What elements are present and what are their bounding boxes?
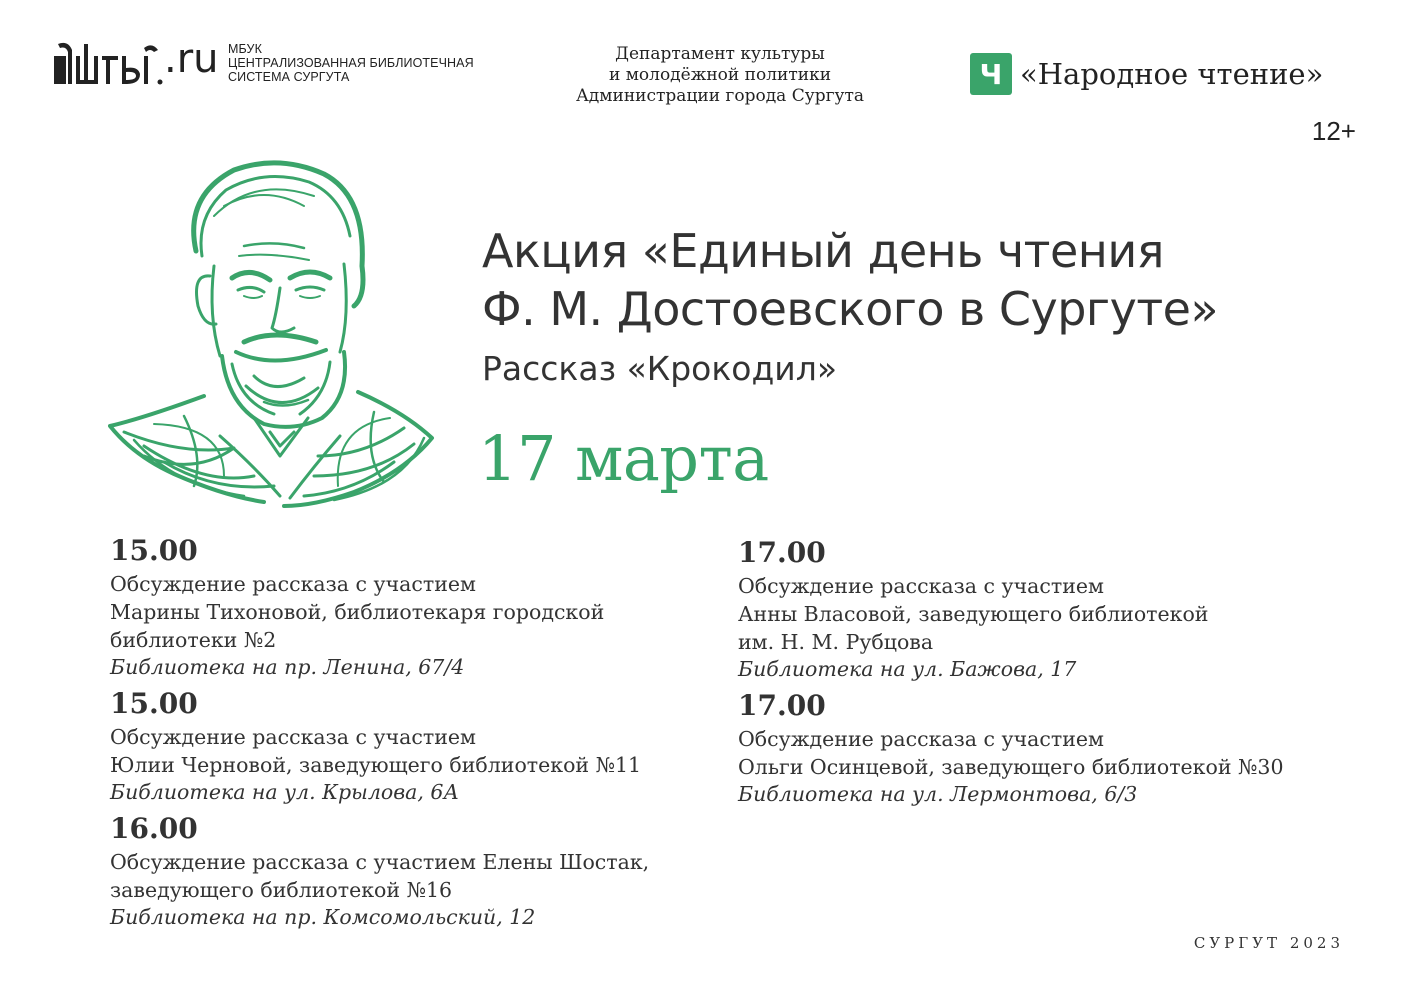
dostoevsky-portrait [104,156,436,516]
schedule-description: Обсуждение рассказа с участием Елены Шостак, [110,850,650,874]
reading-project-name: «Народное чтение» [1020,57,1324,91]
schedule-time: 15.00 [110,687,198,720]
event-title-line: Акция «Единый день чтения [482,224,1164,278]
schedule-description: Обсуждение рассказа с участием [738,727,1104,751]
schedule-item [738,534,1338,683]
people-reading-logo [970,52,1323,96]
schedule-item [738,687,1338,808]
event-date: 17 марта [478,422,769,495]
schedule-description: Обсуждение рассказа с участием [738,574,1104,598]
schedule-location: Библиотека на ул. Бажова, 17 [738,657,1077,681]
cbs-logo-mark [54,36,219,86]
cbs-logo-line: ЦЕНТРАЛИЗОВАННАЯ БИБЛИОТЕЧНАЯ [228,56,474,70]
schedule-time: 15.00 [110,534,198,567]
schedule-item [110,810,710,931]
schedule-right [738,534,1338,812]
schedule-description: Марины Тихоновой, библиотекаря городской [110,600,605,624]
schedule-time: 17.00 [738,689,826,722]
schedule-location: Библиотека на пр. Комсомольский, 12 [110,905,536,929]
schedule-description: им. Н. М. Рубцова [738,630,934,654]
cbs-logo [54,38,494,92]
schedule-item [110,685,710,806]
age-rating: 12+ [1311,116,1356,146]
department-line: и молодёжной политики [608,65,832,85]
schedule-item [110,532,710,681]
event-subtitle: Рассказ «Крокодил» [482,349,838,388]
schedule-description: заведующего библиотекой №16 [110,878,453,902]
schedule-left [110,532,710,935]
schedule-location: Библиотека на пр. Ленина, 67/4 [110,655,465,679]
department-line: Департамент культуры [615,44,825,64]
schedule-location: Библиотека на ул. Крылова, 6А [110,780,459,804]
cbs-logo-text [228,42,474,84]
schedule-description: Обсуждение рассказа с участием [110,572,476,596]
reading-badge-icon: Ч [970,53,1012,95]
schedule-description: Обсуждение рассказа с участием [110,725,476,749]
department-name [520,44,920,107]
schedule-description: Ольги Осинцевой, заведующего библиотекой №30 [738,755,1284,779]
schedule-location: Библиотека на ул. Лермонтова, 6/3 [738,782,1138,806]
footer-city-year: СУРГУТ 2023 [1193,934,1344,952]
event-title-block [482,222,1382,392]
schedule-time: 16.00 [110,812,198,845]
event-title-line: Ф. М. Достоевского в Сургуте» [482,282,1219,336]
schedule-time: 17.00 [738,536,826,569]
schedule-description: библиотеки №2 [110,628,277,652]
department-line: Администрации города Сургута [575,86,865,106]
cbs-logo-domain: .ru [164,36,219,82]
cbs-logo-line: СИСТЕМА СУРГУТА [228,70,350,84]
schedule-description: Анны Власовой, заведующего библиотекой [738,602,1209,626]
schedule-description: Юлии Черновой, заведующего библиотекой №11 [110,753,642,777]
cbs-logo-line: МБУК [228,42,262,56]
